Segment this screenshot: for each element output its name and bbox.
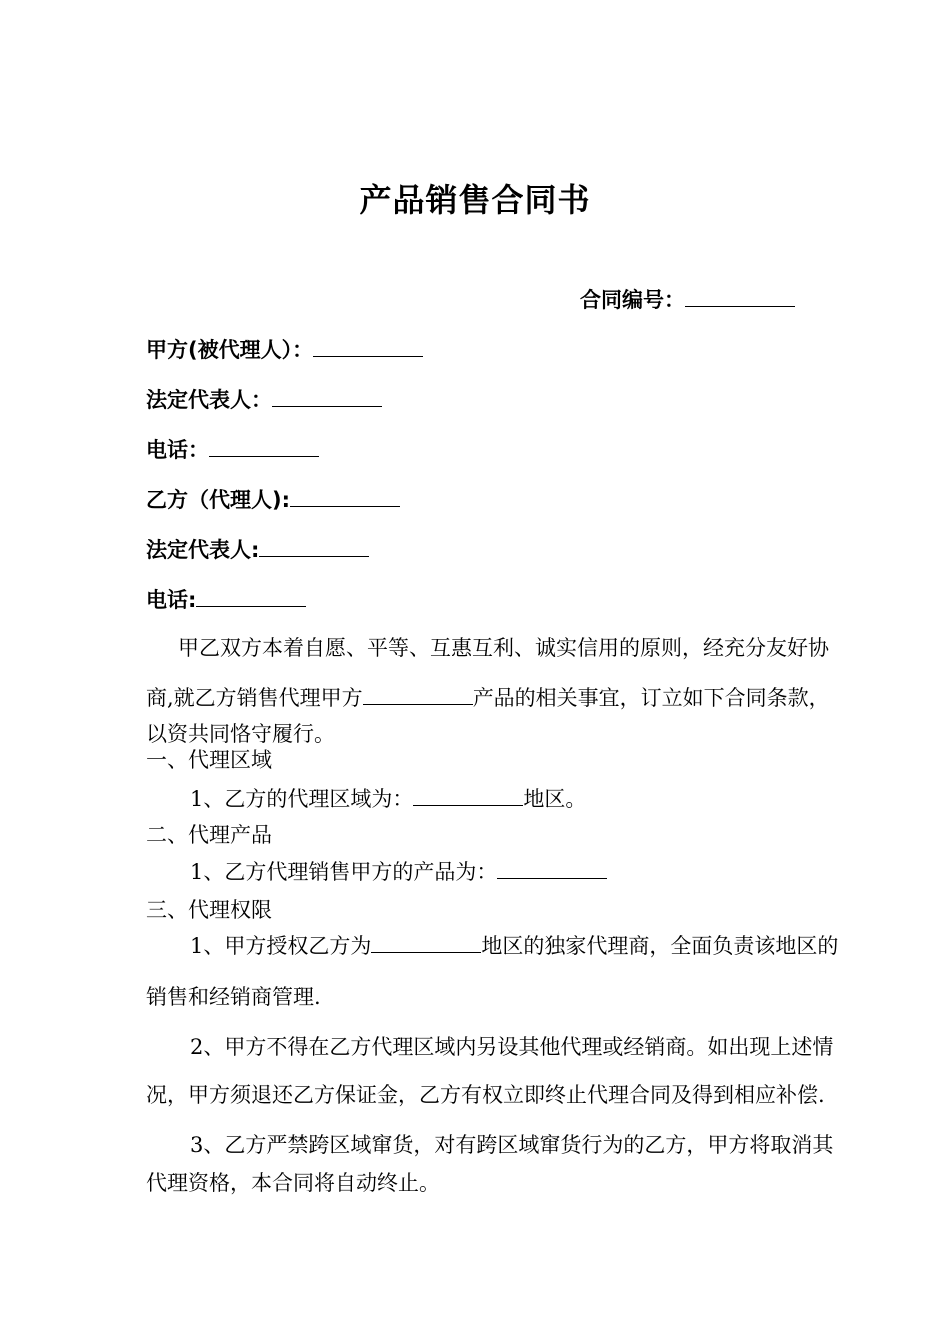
section-3-item-3: 3、乙方严禁跨区域窜货，对有跨区域窜货行为的乙方，甲方将取消其 (190, 1133, 834, 1157)
party-a-label: 甲方(被代理人）： (146, 338, 314, 362)
section-3-item-1 (190, 932, 838, 960)
section-3-item-2: 2、甲方不得在乙方代理区域内另设其他代理或经销商。如出现上述情 (190, 1035, 834, 1059)
party-b-phone-label: 电话: (146, 588, 197, 612)
contract-number-label: 合同编号： (580, 288, 685, 312)
section-1-item-1 (190, 785, 586, 813)
party-a-blank[interactable] (313, 336, 423, 357)
section-2-item-1 (190, 858, 607, 886)
party-a-rep-label: 法定代表人： (146, 388, 272, 412)
page-title: 产品销售合同书 (359, 181, 591, 219)
agency-region-blank[interactable] (413, 785, 523, 806)
section-3-item-1-post: 地区的独家代理商，全面负责该地区的 (481, 934, 839, 958)
section-3-item-1-pre: 1、甲方授权乙方为 (190, 934, 372, 958)
intro-line-2-post: 产品的相关事宜，订立如下合同条款， (472, 686, 830, 710)
section-2-item-1-pre: 1、乙方代理销售甲方的产品为： (190, 860, 498, 884)
intro-line-2 (146, 684, 830, 712)
section-1-heading: 一、代理区域 (146, 748, 272, 772)
agency-product-blank[interactable] (497, 858, 607, 879)
contract-number-blank[interactable] (685, 286, 795, 307)
intro-line-3: 以资共同恪守履行。 (146, 722, 335, 746)
party-a-rep-line (146, 386, 382, 414)
section-3-item-2-cont: 况，甲方须退还乙方保证金，乙方有权立即终止代理合同及得到相应补偿. (146, 1083, 825, 1107)
section-1-item-1-post: 地区。 (523, 787, 587, 811)
section-2-heading: 二、代理产品 (146, 823, 272, 847)
contract-number-line (580, 286, 795, 314)
party-b-label: 乙方（代理人): (146, 488, 290, 512)
intro-line-1: 甲乙双方本着自愿、平等、互惠互利、诚实信用的原则，经充分友好协 (178, 636, 829, 660)
party-a-rep-blank[interactable] (272, 386, 382, 407)
exclusive-region-blank[interactable] (371, 932, 481, 953)
product-name-blank[interactable] (363, 684, 473, 705)
party-b-rep-blank[interactable] (259, 536, 369, 557)
section-3-item-3-cont: 代理资格，本合同将自动终止。 (146, 1171, 440, 1195)
party-a-phone-blank[interactable] (209, 436, 319, 457)
party-b-phone-line (146, 586, 306, 614)
party-a-phone-label: 电话： (146, 438, 209, 462)
section-3-heading: 三、代理权限 (146, 898, 272, 922)
party-b-line (146, 486, 400, 514)
intro-line-2-pre: 商,就乙方销售代理甲方 (146, 686, 363, 710)
party-b-phone-blank[interactable] (196, 586, 306, 607)
party-b-rep-label: 法定代表人: (146, 538, 260, 562)
party-a-line (146, 336, 423, 364)
section-1-item-1-pre: 1、乙方的代理区域为： (190, 787, 414, 811)
party-b-rep-line (146, 536, 369, 564)
party-a-phone-line (146, 436, 319, 464)
party-b-blank[interactable] (290, 486, 400, 507)
section-3-item-1-cont: 销售和经销商管理. (146, 985, 321, 1009)
